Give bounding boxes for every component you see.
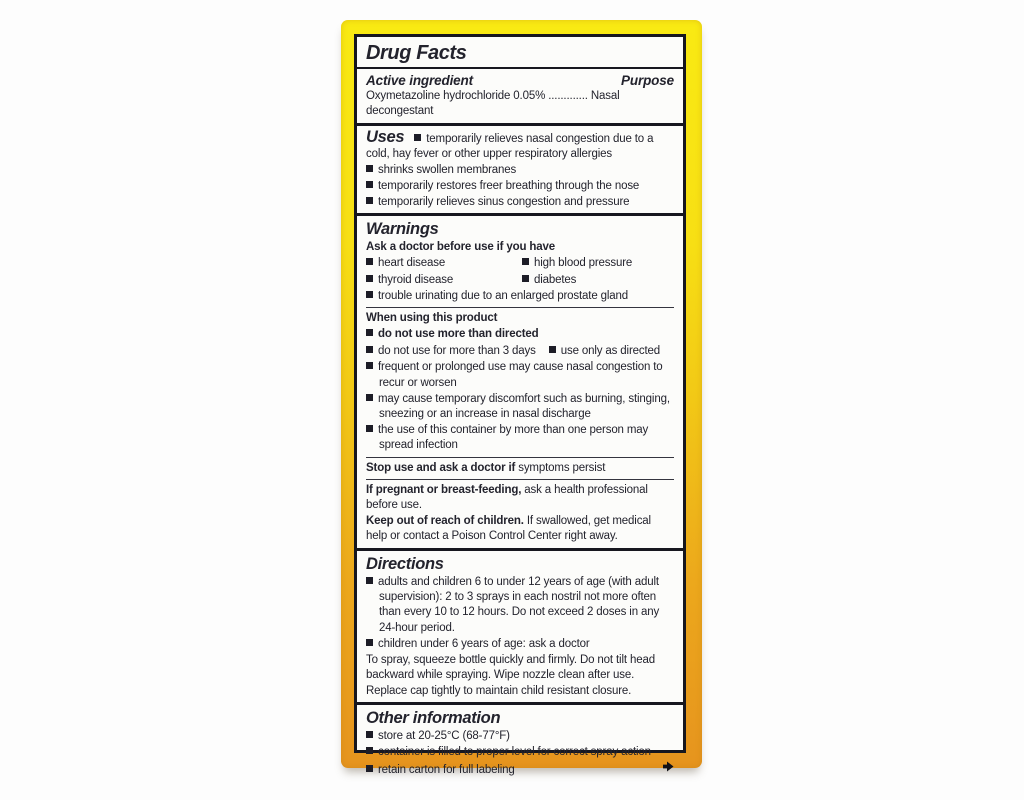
subsection-divider xyxy=(366,479,674,480)
stop-use-rest: symptoms persist xyxy=(518,461,606,474)
section-divider xyxy=(357,67,683,69)
pregnancy-note xyxy=(366,483,674,514)
bullet-icon xyxy=(522,258,529,265)
uses-item: temporarily restores freer breathing through the nose xyxy=(366,179,674,194)
active-ingredient-row xyxy=(366,89,674,120)
bullet-icon xyxy=(522,275,529,282)
when-using-item: do not use for more than 3 days xyxy=(366,344,536,359)
when-using-item: the use of this container by more than one person may spread infection xyxy=(366,423,674,454)
active-ingredient-heading: Active ingredient xyxy=(366,73,473,88)
bullet-icon xyxy=(366,181,373,188)
section-divider xyxy=(357,548,683,551)
when-using-heading: When using this product xyxy=(366,312,498,325)
warnings-heading: Warnings xyxy=(366,220,439,239)
condition-item: thyroid disease xyxy=(366,273,522,288)
directions-heading: Directions xyxy=(366,554,444,573)
bullet-icon xyxy=(366,747,373,754)
subsection-divider xyxy=(366,457,674,458)
condition-item: diabetes xyxy=(522,273,577,288)
bullet-icon xyxy=(414,134,421,141)
when-using-item: frequent or prolonged use may cause nasal congestion to recur or worsen xyxy=(366,360,674,391)
subsection-divider xyxy=(366,307,674,308)
purpose-heading: Purpose xyxy=(621,73,674,88)
uses-item: shrinks swollen membranes xyxy=(366,163,674,178)
directions-section xyxy=(366,555,674,699)
warnings-section xyxy=(366,220,674,544)
directions-item: children under 6 years of age: ask a doctor xyxy=(366,637,674,652)
uses-heading: Uses xyxy=(366,127,405,146)
active-ingredient-name: Oxymetazoline hydrochloride 0.05% xyxy=(366,90,546,102)
bullet-icon xyxy=(366,639,373,646)
leader-dots: ............. xyxy=(548,90,588,102)
bullet-icon xyxy=(366,165,373,172)
bullet-icon xyxy=(366,577,373,584)
condition-item: trouble urinating due to an enlarged prostate gland xyxy=(366,289,674,304)
keep-out-bold: Keep out of reach of children. xyxy=(366,514,524,527)
bullet-icon xyxy=(366,291,373,298)
uses-item: temporarily relieves sinus congestion and pressure xyxy=(366,195,674,210)
product-box xyxy=(341,20,702,777)
pregnancy-rest: ask a health professional before use. xyxy=(366,484,648,512)
other-info-last-row xyxy=(366,761,674,779)
section-divider xyxy=(357,213,683,216)
active-ingredient-header-row xyxy=(366,72,674,89)
stop-use-line xyxy=(366,461,674,476)
other-info-item: retain carton for full labeling xyxy=(366,763,663,778)
pregnancy-bold: If pregnant or breast-feeding, xyxy=(366,484,522,497)
bullet-icon xyxy=(366,765,373,772)
directions-note: To spray, squeeze bottle quickly and firmly. Do not tilt head backward while spraying. Wipe nozzle clean after use. Replace cap tightly to maintain child resistant closure. xyxy=(366,653,655,697)
when-using-item: use only as directed xyxy=(549,344,660,359)
bullet-icon xyxy=(549,346,556,353)
bullet-icon xyxy=(366,258,373,265)
other-info-item: container is filled to proper level for correct spray action xyxy=(366,745,674,760)
when-using-item: do not use more than directed xyxy=(366,327,674,342)
bullet-icon xyxy=(366,362,373,369)
bullet-icon xyxy=(366,346,373,353)
bullet-icon xyxy=(366,275,373,282)
bullet-icon xyxy=(366,197,373,204)
bullet-icon xyxy=(366,394,373,401)
uses-lead-text: temporarily relieves nasal congestion due to a cold, hay fever or other upper respiratory allergies xyxy=(366,132,654,161)
bullet-icon xyxy=(366,329,373,336)
other-information-heading: Other information xyxy=(366,708,501,727)
ask-doctor-heading: Ask a doctor before use if you have xyxy=(366,241,556,254)
bullet-icon xyxy=(366,731,373,738)
uses-section xyxy=(366,127,674,211)
condition-row xyxy=(366,272,674,288)
condition-item: high blood pressure xyxy=(522,256,632,271)
bullet-icon xyxy=(366,425,373,432)
condition-row xyxy=(366,256,674,272)
when-using-item: may cause temporary discomfort such as burning, stinging, sneezing or an increase in nasal discharge xyxy=(366,392,674,423)
purpose-value: Nasal decongestant xyxy=(366,90,620,118)
stop-use-bold: Stop use and ask a doctor if xyxy=(366,461,516,474)
drug-facts-panel xyxy=(354,34,686,777)
drug-facts-title: Drug Facts xyxy=(366,42,467,64)
keep-out-note xyxy=(366,514,674,545)
directions-item: adults and children 6 to under 12 years of age (with adult supervision): 2 to 3 sprays in each nostril not more often than every 10 to 12 hours. Do not exceed 2 doses in any 24-hour period. xyxy=(366,575,674,637)
condition-item: heart disease xyxy=(366,256,522,271)
uses-lead xyxy=(366,127,674,163)
section-divider xyxy=(357,123,683,126)
other-information-section xyxy=(366,709,674,779)
section-divider xyxy=(357,702,683,705)
keep-out-rest: If swallowed, get medical help or contact a Poison Control Center right away. xyxy=(366,514,651,543)
when-using-pair-row xyxy=(366,343,674,359)
continued-arrow-icon xyxy=(663,761,674,777)
other-info-item: store at 20-25°C (68-77°F) xyxy=(366,729,674,744)
